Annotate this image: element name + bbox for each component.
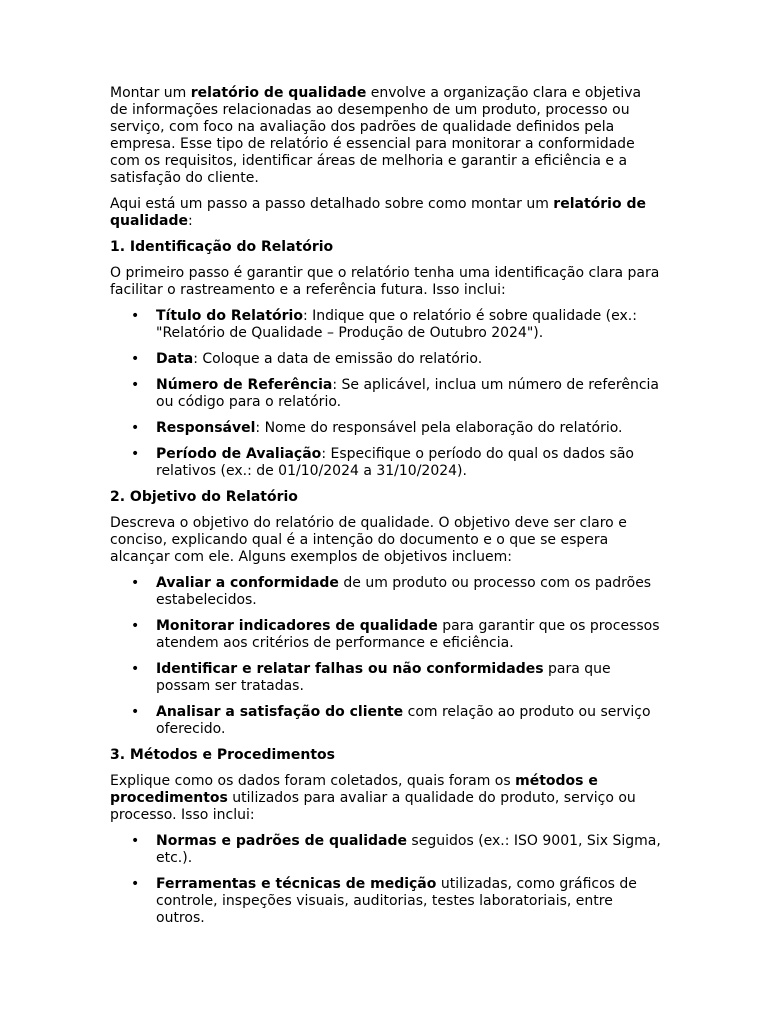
- section-1-list: [110, 308, 662, 480]
- document-page: [110, 85, 662, 936]
- list-item: • Data: Coloque a data de emissão do relatório.: [110, 351, 662, 368]
- list-item: • Número de Referência: Se aplicável, inclua um número de referência ou código para o relatório.: [110, 377, 662, 411]
- section-3-heading: 3. Métodos e Procedimentos: [110, 747, 335, 763]
- list-item: • Período de Avaliação: Especifique o período do qual os dados são relativos (ex.: de 01/10/2024 a 31/10/2024).: [110, 446, 662, 480]
- list-item: • Responsável: Nome do responsável pela elaboração do relatório.: [110, 420, 662, 437]
- list-item: • Ferramentas e técnicas de medição utilizadas, como gráficos de controle, inspeções visuais, auditorias, testes laboratoriais, entre outros.: [110, 876, 662, 927]
- list-item: • Título do Relatório: Indique que o relatório é sobre qualidade (ex.: "Relatório de Qualidade – Produção de Outubro 2024").: [110, 308, 662, 342]
- list-item: • Monitorar indicadores de qualidade para garantir que os processos atendem aos critérios de performance e eficiência.: [110, 618, 662, 652]
- section-2-list: [110, 575, 662, 738]
- section-2-text: Descreva o objetivo do relatório de qualidade. O objetivo deve ser claro e conciso, explicando qual é a intenção do documento e o que se espera alcançar com ele. Alguns exemplos de objetivos incluem:: [110, 515, 627, 565]
- intro-paragraph: Montar um relatório de qualidade envolve a organização clara e objetiva de informações relacionadas ao desempenho de um produto, processo ou serviço, com foco na avaliação dos padrões de qualidade definidos pela empresa. Esse tipo de relatório é essencial para monitorar a conformidade com os requisitos, identificar áreas de melhoria e garantir a eficiência e a satisfação do cliente.: [110, 85, 642, 186]
- list-item: • Identificar e relatar falhas ou não conformidades para que possam ser tratadas.: [110, 661, 662, 695]
- section-1-text: O primeiro passo é garantir que o relatório tenha uma identificação clara para facilitar o rastreamento e a referência futura. Isso inclui:: [110, 265, 660, 298]
- list-item: • Avaliar a conformidade de um produto ou processo com os padrões estabelecidos.: [110, 575, 662, 609]
- intro-paragraph-2: Aqui está um passo a passo detalhado sobre como montar um relatório de qualidade:: [110, 196, 646, 229]
- section-3-list: [110, 833, 662, 927]
- section-2-heading: 2. Objetivo do Relatório: [110, 489, 298, 505]
- section-1-heading: 1. Identificação do Relatório: [110, 239, 334, 255]
- section-3-text: Explique como os dados foram coletados, quais foram os métodos e procedimentos utilizados para avaliar a qualidade do produto, serviço ou processo. Isso inclui:: [110, 773, 636, 823]
- list-item: • Normas e padrões de qualidade seguidos (ex.: ISO 9001, Six Sigma, etc.).: [110, 833, 662, 867]
- list-item: • Analisar a satisfação do cliente com relação ao produto ou serviço oferecido.: [110, 704, 662, 738]
